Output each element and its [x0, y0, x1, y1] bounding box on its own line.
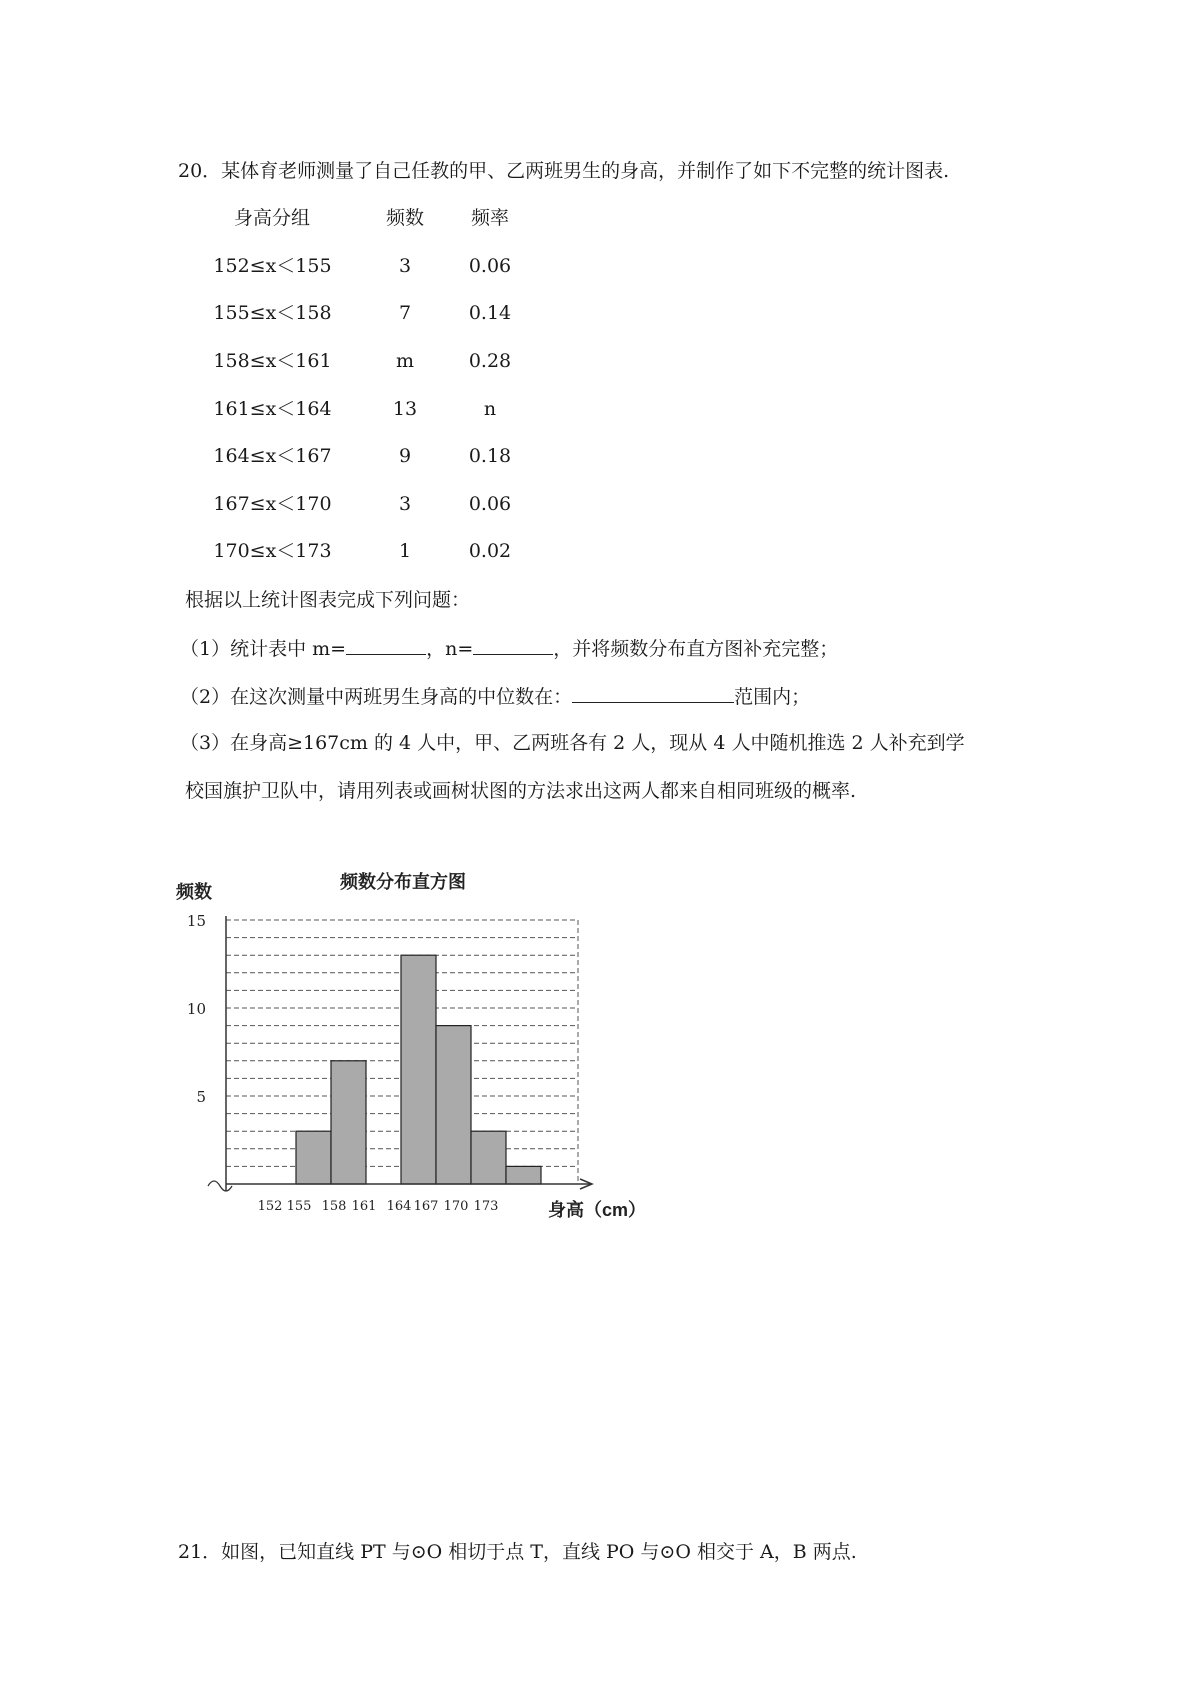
- q20-part1: [180, 636, 838, 661]
- table-cell-rate: n: [483, 398, 497, 420]
- chart-title: 频数分布直方图: [340, 872, 466, 892]
- q20-part1-text-b: ，n=: [426, 638, 474, 660]
- q20-stem: 20．某体育老师测量了自己任教的甲、乙两班男生的身高，并制作了如下不完整的统计图表.: [178, 160, 950, 182]
- table-cell-rate: 0.14: [468, 302, 512, 324]
- x-tick-label: 152: [257, 1199, 283, 1214]
- x-tick-label: 158: [321, 1199, 347, 1214]
- x-tick-label: 170: [443, 1199, 469, 1214]
- table-cell-rate: 0.02: [468, 540, 512, 562]
- answer-blank-median: [572, 684, 734, 703]
- table-cell-group: 170≤x＜173: [213, 540, 332, 562]
- histogram-bar: [331, 1061, 366, 1184]
- table-header-rate: 频率: [470, 207, 509, 229]
- answer-blank-n: [473, 636, 553, 655]
- table-cell-group: 158≤x＜161: [213, 350, 332, 372]
- table-cell-count: m: [395, 350, 415, 372]
- histogram-bar: [436, 1026, 471, 1184]
- q20-part2-text-b: 范围内；: [734, 686, 811, 708]
- table-cell-rate: 0.06: [468, 255, 512, 277]
- x-tick-label: 164: [386, 1199, 412, 1214]
- table-cell-count: 7: [398, 302, 412, 324]
- x-axis-label: 身高（cm）: [548, 1200, 647, 1220]
- table-cell-group: 167≤x＜170: [213, 493, 332, 515]
- q20-part3-line2: 校国旗护卫队中，请用列表或画树状图的方法求出这两人都来自相同班级的概率.: [185, 780, 857, 802]
- histogram-bar: [401, 955, 436, 1184]
- table-header-count: 频数: [385, 207, 424, 229]
- x-tick-label: 167: [413, 1199, 439, 1214]
- answer-blank-m: [346, 636, 426, 655]
- q20-part3-line1: （3）在身高≥167cm 的 4 人中，甲、乙两班各有 2 人，现从 4 人中随机推选 2 人补充到学: [180, 732, 965, 754]
- table-cell-rate: 0.18: [468, 445, 512, 467]
- table-cell-count: 1: [398, 540, 412, 562]
- x-tick-labels: [258, 1199, 499, 1214]
- y-tick-label: 5: [196, 1088, 206, 1106]
- table-cell-group: 161≤x＜164: [213, 398, 332, 420]
- q20-part1-text-c: ，并将频数分布直方图补充完整；: [553, 638, 839, 660]
- histogram-bar: [471, 1131, 506, 1184]
- q20-part2: [180, 684, 810, 709]
- table-cell-group: 155≤x＜158: [213, 302, 332, 324]
- histogram-bar: [506, 1166, 541, 1184]
- table-cell-rate: 0.28: [468, 350, 512, 372]
- q21-stem: 21．如图，已知直线 PT 与⊙O 相切于点 T，直线 PO 与⊙O 相交于 A，B 两点.: [178, 1541, 857, 1563]
- axis-break-icon: [208, 1181, 232, 1191]
- table-cell-group: 164≤x＜167: [213, 445, 332, 467]
- q20-part1-text-a: （1）统计表中 m=: [180, 638, 347, 660]
- y-tick-label: 15: [186, 912, 206, 930]
- table-cell-count: 13: [392, 398, 418, 420]
- table-cell-count: 9: [398, 445, 412, 467]
- q20-part2-text-a: （2）在这次测量中两班男生身高的中位数在：: [180, 686, 573, 708]
- table-cell-group: 152≤x＜155: [213, 255, 332, 277]
- x-tick-label: 173: [473, 1199, 499, 1214]
- frequency-histogram: [170, 866, 660, 1226]
- table-cell-count: 3: [398, 255, 412, 277]
- q20-intro: 根据以上统计图表完成下列问题：: [185, 589, 471, 611]
- table-cell-count: 3: [398, 493, 412, 515]
- histogram-bar: [296, 1131, 331, 1184]
- y-axis-label: 频数: [176, 882, 212, 902]
- x-tick-label: 155: [286, 1199, 312, 1214]
- y-tick-label: 10: [186, 1000, 206, 1018]
- table-cell-rate: 0.06: [468, 493, 512, 515]
- table-header-group: 身高分组: [233, 207, 310, 229]
- y-tick-labels: [187, 912, 206, 1106]
- x-tick-label: 161: [351, 1199, 377, 1214]
- chart-bars: [296, 955, 541, 1184]
